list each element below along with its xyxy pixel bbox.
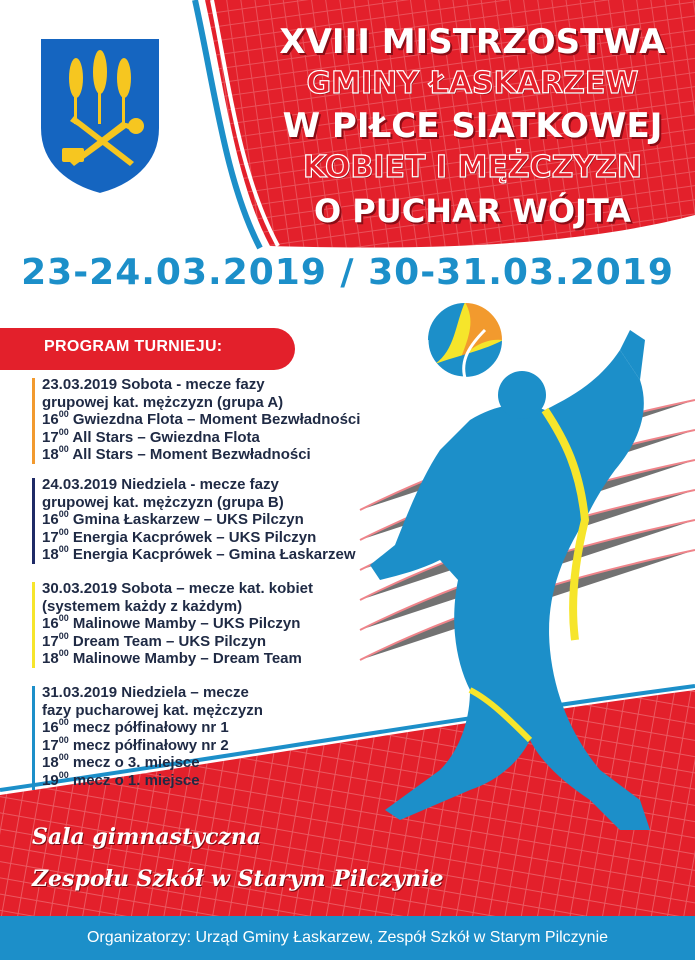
program-label: PROGRAM TURNIEJU: [44, 338, 223, 355]
title-line-4: KOBIET I MĘŻCZYZN [303, 150, 642, 185]
day-heading: 24.03.2019 Niedziela - mecze fazy [42, 476, 279, 493]
volleyball-icon [427, 302, 503, 379]
day-subheading: (systemem każdy z każdym) [42, 597, 243, 615]
day-divider [32, 686, 35, 790]
match-row: $18^{00}$ Malinowe Mamby – Dream Team [42, 648, 302, 667]
match-row: $16^{00}$ mecz półfinałowy nr 1 [42, 717, 229, 736]
title-line-5: O PUCHAR WÓJTA [313, 192, 632, 230]
title-line-2: GMINY ŁASKARZEW [306, 66, 639, 101]
match-row: $17^{00}$ Dream Team – UKS Pilczyn [42, 630, 267, 650]
coat-of-arms-icon [38, 36, 162, 196]
match-row: $19^{00}$ mecz o 1. miejsce [42, 769, 200, 789]
day-block-2 [32, 476, 356, 564]
match-row: $18^{00}$ All Stars – Moment Bezwładności [42, 444, 311, 463]
match-row: $17^{00}$ All Stars – Gwiezdna Flota [42, 426, 260, 446]
day-subheading: grupowej kat. mężczyzn (grupa A) [42, 393, 284, 411]
organizers-text: Organizatorzy: Urząd Gminy Łaskarzew, Zespół Szkół w Starym Pilczynie [86, 929, 609, 946]
title-line-3: W PIŁCE SIATKOWEJ [282, 106, 663, 146]
venue-line-1: Sala gimnastyczna [32, 824, 262, 850]
day-divider [32, 582, 35, 668]
day-block-1 [32, 376, 360, 464]
title-line-1: XVIII MISTRZOSTWA [279, 22, 666, 62]
day-heading: 30.03.2019 Sobota – mecze kat. kobiet [42, 580, 313, 597]
day-divider [32, 378, 35, 464]
match-row: $18^{00}$ mecz o 3. miejsce [42, 752, 200, 771]
day-subheading: fazy pucharowej kat. mężczyzn [42, 701, 263, 719]
match-row: $17^{00}$ Energia Kacprówek – UKS Pilczyn [42, 526, 317, 546]
match-row: $17^{00}$ mecz półfinałowy nr 2 [42, 734, 229, 754]
day-divider [32, 478, 35, 564]
day-heading: 23.03.2019 Sobota - mecze fazy [42, 376, 265, 393]
venue-line-2: Zespołu Szkół w Starym Pilczynie [32, 866, 444, 892]
event-dates: 23-24.03.2019 / 30-31.03.2019 [21, 252, 674, 293]
match-row: $16^{00}$ Gmina Łaskarzew – UKS Pilczyn [42, 509, 304, 528]
match-row: $16^{00}$ Malinowe Mamby – UKS Pilczyn [42, 613, 301, 632]
day-block-4 [32, 684, 263, 789]
day-heading: 31.03.2019 Niedziela – mecze [42, 684, 249, 701]
day-subheading: grupowej kat. mężczyzn (grupa B) [42, 493, 284, 511]
match-row: $18^{00}$ Energia Kacprówek – Gmina Łaskarzew [42, 544, 356, 563]
match-row: $16^{00}$ Gwiezdna Flota – Moment Bezwładności [42, 409, 361, 428]
day-block-3 [32, 580, 313, 668]
